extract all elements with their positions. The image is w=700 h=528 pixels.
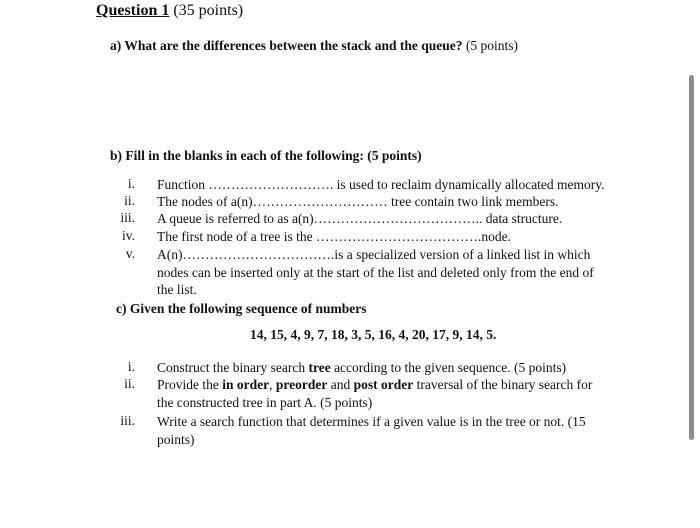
bold-term: tree — [308, 360, 331, 375]
bold-term: post order — [353, 377, 414, 392]
part-b-label: b) Fill in the blanks in each of the following: (5 points) — [110, 148, 422, 163]
text-span: Construct the binary search — [157, 360, 309, 375]
list-item: A queue is referred to as a(n)……………………………….. data structure. — [157, 211, 563, 226]
list-item — [157, 359, 607, 377]
list-item: The nodes of a(n)………………………… tree contain two link members. — [157, 194, 559, 209]
list-item-number: iii. — [120, 413, 135, 428]
scrollbar[interactable] — [689, 75, 694, 440]
list-item-number: ii. — [124, 193, 135, 208]
part-a-label: a) What are the differences between the stack and the queue? — [110, 38, 463, 53]
list-item — [157, 376, 602, 411]
list-item: Write a search function that determines if a given value is in the tree or not. (15 points) — [157, 414, 586, 447]
list-item-number: ii. — [124, 376, 135, 391]
list-item-number: v. — [125, 246, 135, 261]
list-item-number: iii. — [120, 210, 135, 225]
question-number: Question 1 — [96, 2, 170, 19]
list-item: The first node of a tree is the ……………………………….node. — [157, 229, 511, 244]
text-span: traversal of the binary search for the constructed tree in part A. (5 points) — [157, 377, 593, 410]
part-c-label: c) Given the following sequence of numbers — [116, 301, 367, 316]
list-item: A(n)…………………………….is a specialized version of a linked list in which nodes can be inserted only at the start of the list and deleted only from the end of the list. — [157, 247, 594, 297]
text-span: and — [327, 377, 354, 392]
part-a-points: (5 points) — [462, 38, 518, 53]
text-span: Provide the — [157, 377, 223, 392]
list-item-number: i. — [127, 176, 135, 191]
text-span: , — [269, 377, 276, 392]
list-item-number: iv. — [122, 228, 135, 243]
number-sequence: 14, 15, 4, 9, 7, 18, 3, 5, 16, 4, 20, 17, 9, 14, 5. — [250, 327, 497, 342]
list-item-number: i. — [127, 359, 135, 374]
bold-term: preorder — [275, 377, 328, 392]
question-points: (35 points) — [169, 2, 244, 19]
bold-term: in order — [222, 377, 270, 392]
question-title — [96, 2, 243, 20]
list-item: Function ………………………. is used to reclaim dynamically allocated memory. — [157, 177, 605, 192]
text-span: according to the given sequence. (5 points) — [330, 360, 567, 375]
part-a — [110, 38, 518, 54]
